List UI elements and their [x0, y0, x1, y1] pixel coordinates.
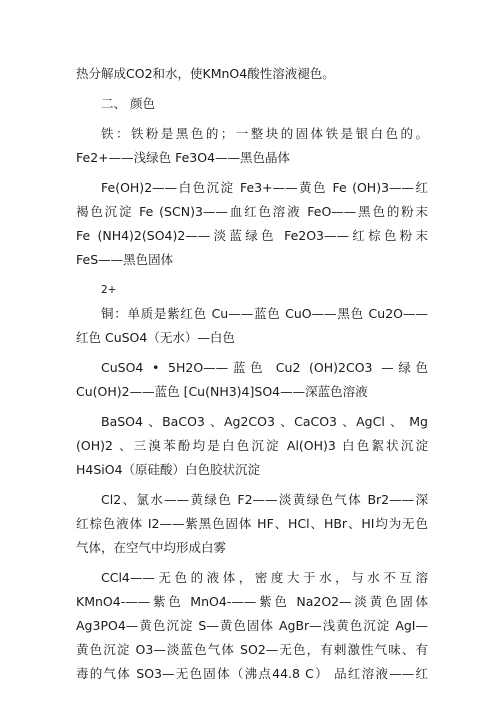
text-line: CCl4——无色的液体，密度大于水，与水不互溶	[101, 570, 428, 585]
text-line: 黄色沉淀 O3—淡蓝色气体 SO2—无色，有剌激性气味、有	[76, 642, 428, 657]
text-line: 褐色沉淀 Fe (SCN)3——血红色溶液 FeO——黑色的粉末	[76, 204, 428, 219]
text-line: 气体，在空气中均形成白雾	[76, 540, 227, 555]
text-line: 红棕色液体 I2——紫黑色固体 HF、HCl、HBr、HI均为无色	[76, 516, 428, 531]
text-line: Cl2、氯水——黄绿色 F2——淡黄绿色气体 Br2——深	[101, 492, 428, 507]
text-line: 铁：铁粉是黑色的；一整块的固体铁是银白色的。	[101, 126, 428, 141]
section-heading: 二、 颜色	[101, 96, 155, 111]
text-line: 毒的气体 SO3—无色固体（沸点44.8 C） 品红溶液——红	[76, 666, 428, 681]
superscript-fragment: 2+	[101, 284, 117, 296]
text-line: 热分解成CO2和水，使KMnO4酸性溶液褪色。	[76, 66, 335, 81]
text-line: H4SiO4（原硅酸）白色胶状沉淀	[76, 462, 261, 477]
text-line: Fe(OH)2——白色沉淀 Fe3+——黄色 Fe (OH)3——红	[101, 180, 428, 195]
text-line: 红色 CuSO4（无水）—白色	[76, 330, 235, 345]
text-line: FeS——黑色固体	[76, 252, 174, 267]
text-line: Fe (NH4)2(SO4)2——淡蓝绿色 Fe2O3——红棕色粉末	[76, 228, 428, 243]
text-line: Cu(OH)2——蓝色 [Cu(NH3)4]SO4——深蓝色溶液	[76, 384, 368, 399]
text-line: (OH)2 、三溴苯酚均是白色沉淀 Al(OH)3 白色絮状沉淀	[76, 438, 428, 453]
text-line: KMnO4-——紫色 MnO4-——紫色 Na2O2—淡黄色固体	[76, 594, 428, 609]
text-line: Ag3PO4—黄色沉淀 S—黄色固体 AgBr—浅黄色沉淀 AgI—	[76, 618, 428, 633]
text-line: BaSO4 、BaCO3 、Ag2CO3 、CaCO3 、AgCl 、 Mg	[101, 414, 428, 429]
text-line: Fe2+——浅绿色 Fe3O4——黑色晶体	[76, 150, 291, 165]
text-line: 铜：单质是紫红色 Cu——蓝色 CuO——黑色 Cu2O——	[101, 306, 428, 321]
text-line: CuSO4 • 5H2O——蓝色 Cu2 (OH)2CO3 —绿色	[101, 360, 428, 375]
